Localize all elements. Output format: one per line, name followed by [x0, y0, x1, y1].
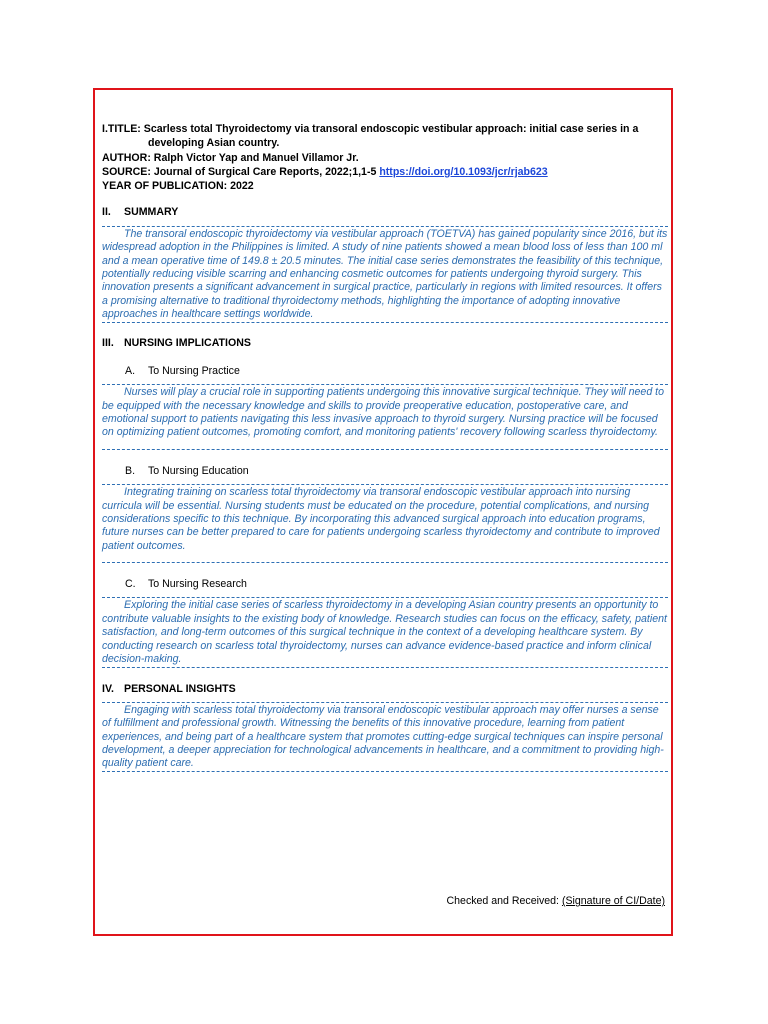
document-frame: [93, 88, 673, 936]
research-text: Exploring the initial case series of scarless thyroidectomy in a developing Asian country presents an opportunity to contribute valuable insights to the existing body of knowledge. Research studies can focus on the efficacy, safety, patient satisfaction, and long-term outcomes of this surgical technique in the context of a developing healthcare system. By conducting research on scarless total thyroidectomy, nurses can advance evidence-based practice and inform clinical decision-making.: [102, 599, 667, 666]
title-label: I.TITLE:: [102, 123, 141, 135]
education-title: To Nursing Education: [148, 464, 249, 477]
source-label: SOURCE:: [102, 165, 151, 178]
practice-heading: [102, 364, 668, 378]
summary-bottom-rule: [102, 322, 668, 323]
nursing-num: III.: [102, 336, 114, 349]
insights-num: IV.: [102, 682, 114, 695]
practice-title: To Nursing Practice: [148, 364, 240, 377]
summary-text: The transoral endoscopic thyroidectomy via vestibular approach (TOETVA) has gained popularity since 2016, but its widespread adoption in the Philippines is limited. A study of nine patients showed a mean blood loss of less than 100 ml and a mean operative time of 149.8 ± 20.5 minutes. The initial case series demonstrates the feasibility of this technique, potentially reducing visible scarring and enhancing cosmetic outcomes for patients undergoing thyroid surgery. This innovation presents a significant advancement in surgical practice, particularly in regions with limited resources. It offers a promising alternative to traditional thyroidectomy methods, highlighting the importance of adopting innovative approaches in healthcare settings worldwide.: [102, 227, 668, 321]
author-text: Ralph Victor Yap and Manuel Villamor Jr.: [153, 151, 359, 164]
title-text: Scarless total Thyroidectomy via transoral endoscopic vestibular approach: initial case series in a: [143, 123, 639, 135]
education-num: B.: [125, 464, 136, 477]
year-label: YEAR OF PUBLICATION:: [102, 180, 228, 193]
insights-heading: [102, 682, 668, 696]
research-title: To Nursing Research: [148, 578, 247, 591]
research-paragraph: [102, 598, 668, 666]
practice-bottom-rule: [102, 449, 668, 450]
nursing-title: NURSING IMPLICATIONS: [124, 336, 251, 349]
author-label: AUTHOR:: [102, 151, 151, 164]
education-text: Integrating training on scarless total thyroidectomy via transoral endoscopic vestibular approach into nursing curricula will be essential. Nursing students must be educated on the procedure, potential complications, and nursing considerations specific to this technique. By incorporating this advanced surgical approach into education programs, future nurses can be better prepared to care for patients undergoing scarless thyroidectomy and contribute to improved patient outcomes.: [102, 486, 660, 552]
nursing-heading: [102, 336, 668, 350]
signature-field[interactable]: (Signature of CI/Date): [561, 895, 665, 907]
year-line: [102, 179, 668, 193]
summary-heading: [102, 205, 668, 219]
title-line-2: developing Asian country.: [148, 137, 280, 150]
document-content: [102, 122, 668, 772]
research-num: C.: [125, 578, 136, 591]
research-bottom-rule: [102, 667, 668, 668]
research-heading: [102, 577, 668, 591]
year-value: 2022: [230, 180, 254, 193]
source-line: [102, 165, 668, 179]
summary-title: SUMMARY: [124, 206, 179, 219]
title-line: [102, 122, 668, 136]
summary-paragraph: [102, 227, 668, 322]
checked-received-label: Checked and Received:: [446, 895, 559, 907]
practice-text: Nurses will play a crucial role in supporting patients undergoing this innovative surgical technique. They will need to be equipped with the necessary knowledge and skills to provide preoperative education, postoperative care, and emotional support to patients navigating this less invasive approach to thyroid surgery. Nursing practice will be focused on optimizing patient outcomes, promoting comfort, and monitoring patients' recovery following scarless thyroidectomy.: [102, 386, 664, 439]
insights-bottom-rule: [102, 771, 668, 772]
education-paragraph: [102, 485, 668, 553]
insights-title: PERSONAL INSIGHTS: [124, 682, 236, 695]
practice-num: A.: [125, 364, 136, 377]
insights-text: Engaging with scarless total thyroidectomy via transoral endoscopic vestibular approach may offer nurses a sense of fulfillment and professional growth. Witnessing the benefits of this innovative procedure, learning from patient experiences, and being part of a healthcare system that promotes cutting-edge surgical techniques can inspire personal development, a deeper appreciation for technological advancements in healthcare, and a commitment to providing high-quality patient care.: [102, 703, 664, 770]
author-line: [102, 151, 668, 165]
summary-num: II.: [102, 206, 111, 219]
source-text: Journal of Surgical Care Reports, 2022;1,1-5: [153, 165, 377, 178]
doi-link[interactable]: https://doi.org/10.1093/jcr/rjab623: [379, 165, 548, 178]
practice-paragraph: [102, 385, 668, 440]
checked-received-line: [447, 895, 665, 907]
education-bottom-rule: [102, 562, 668, 563]
insights-paragraph: [102, 703, 668, 771]
education-heading: [102, 464, 668, 478]
